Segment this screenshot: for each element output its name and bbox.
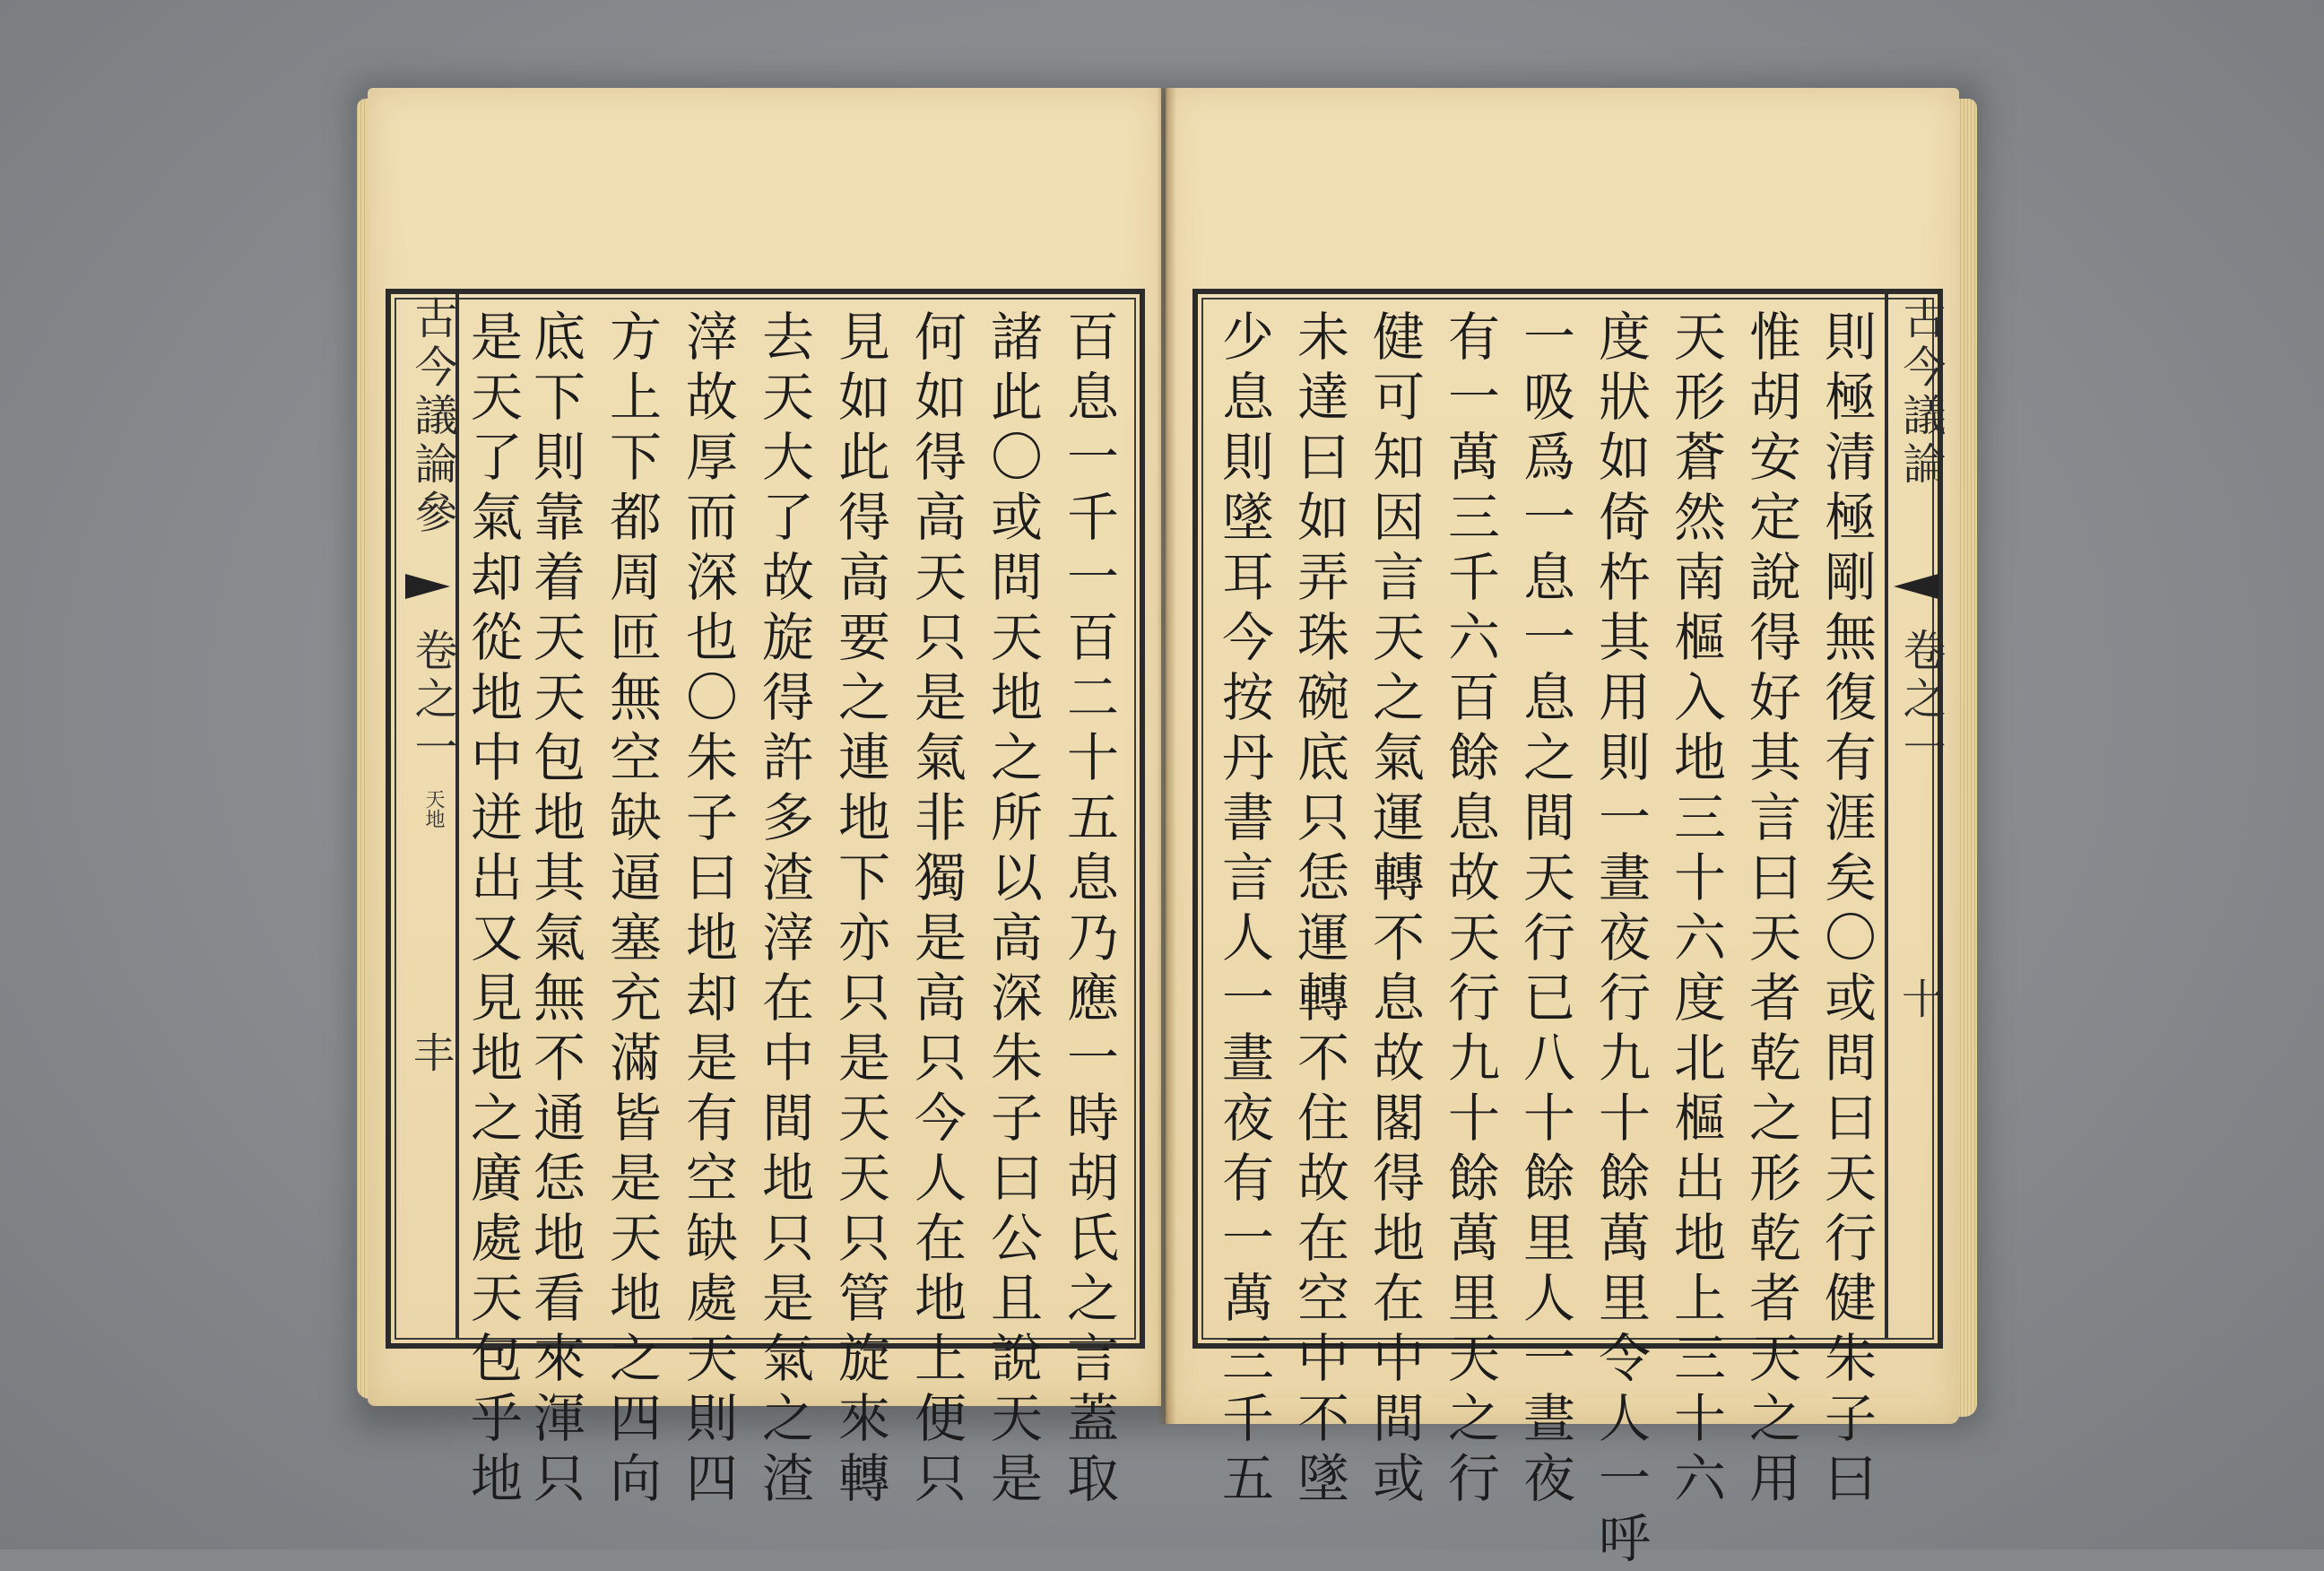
left-spine-title: 古今議論參	[407, 296, 457, 538]
right-spine-chapter: 卷之一	[1895, 628, 1946, 773]
right-text-column-4: 度狀如倚杵其用則一晝夜行九十餘萬里令人一呼	[1590, 309, 1651, 1571]
right-text-column-8: 未達曰如弄珠碗底只恁運轉不住故在空中不墜	[1288, 309, 1349, 1511]
right-page-number: 十	[1895, 977, 1944, 1019]
left-page-number: 丰	[407, 1031, 455, 1072]
book-gutter	[1157, 88, 1176, 1424]
left-text-column-9: 是天了氣却從地中迸出又見地之廣處天包乎地	[462, 309, 523, 1511]
right-text-column-1: 則極清極剛無復有涯矣〇或問曰天行健朱子曰	[1816, 309, 1877, 1511]
right-spine-title: 古今議論	[1895, 296, 1946, 490]
left-text-column-6: 滓故厚而深也〇朱子曰地却是有空缺處天則四	[677, 309, 738, 1511]
left-spine-chapter: 卷之一	[407, 628, 457, 773]
right-text-column-2: 惟胡安定說得好其言曰天者乾之形乾者天之用	[1740, 309, 1801, 1511]
right-text-column-5: 一吸爲一息一息之間天行已八十餘里人一晝夜	[1514, 309, 1575, 1511]
right-text-column-3: 天形蒼然南樞入地三十六度北樞出地上三十六	[1665, 309, 1726, 1511]
right-margin-rule	[1885, 289, 1888, 1338]
left-text-column-3: 何如得高天只是氣非獨是高只今人在地上便只	[906, 309, 967, 1511]
right-text-column-6: 有一萬三千六百餘息故天行九十餘萬里天之行	[1439, 309, 1500, 1511]
left-text-column-4: 見如此得高要之連地下亦只是天天只管旋來轉	[829, 309, 890, 1511]
left-text-column-2: 諸此〇或問天地之所以高深朱子曰公且說天是	[982, 309, 1043, 1511]
right-text-column-7: 健可知因言天之氣運轉不息故閣得地在中間或	[1364, 309, 1425, 1511]
right-text-column-9: 少息則墜耳今按丹書言人一晝夜有一萬三千五	[1213, 309, 1274, 1511]
left-text-column-5: 去天大了故旋得許多渣滓在中間地只是氣之渣	[753, 309, 814, 1511]
left-spine-section: 天地	[422, 789, 445, 829]
left-text-column-8: 底下則靠着天天包地其氣無不通恁地看來渾只	[525, 309, 585, 1511]
left-text-column-7: 方上下都周匝無空缺逼塞充滿皆是天地之四向	[601, 309, 662, 1511]
left-text-column-1: 百息一千一百二十五息乃應一時胡氏之言蓋取	[1058, 309, 1119, 1511]
